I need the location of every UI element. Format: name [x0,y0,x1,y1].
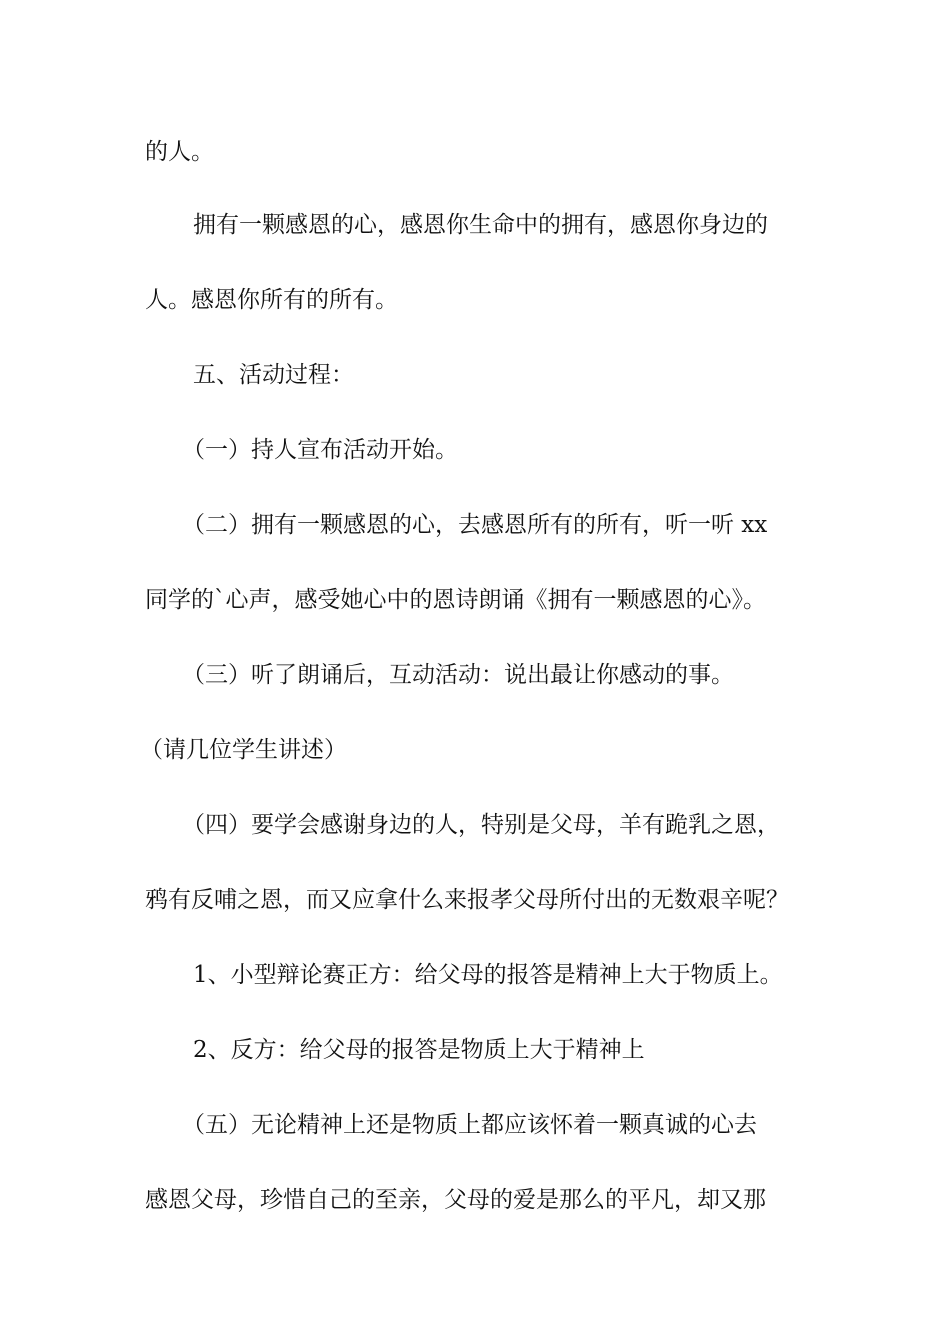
text-line-13: 2、反方：给父母的报答是物质上大于精神上 [193,1037,645,1063]
text-line-10: （四）要学会感谢身边的人，特别是父母，羊有跪乳之恩， [182,812,780,838]
text-line-8: （三）听了朗诵后，互动活动：说出最让你感动的事。 [182,662,734,688]
text-line-14: （五）无论精神上还是物质上都应该怀着一颗真诚的心去 [182,1112,757,1138]
text-line-11: 鸦有反哺之恩，而又应拿什么来报孝父母所付出的无数艰辛呢？ [145,887,789,913]
text-line-9: （请几位学生讲述） [140,737,347,763]
section-heading: 五、活动过程： [193,362,354,388]
text-line-7: 同学的`心声，感受她心中的恩诗朗诵《拥有一颗感恩的心》。 [145,587,766,613]
text-line-15: 感恩父母，珍惜自己的至亲，父母的爱是那么的平凡，却又那 [145,1187,766,1213]
text-line-1: 的人。 [145,139,214,165]
text-line-3: 人。感恩你所有的所有。 [145,287,398,313]
text-line-2: 拥有一颗感恩的心，感恩你生命中的拥有，感恩你身边的 [193,212,768,238]
text-line-12: 1、小型辩论赛正方：给父母的报答是精神上大于物质上。 [193,962,783,988]
text-line-6: （二）拥有一颗感恩的心，去感恩所有的所有，听一听 xx [182,512,768,538]
text-line-5: （一）持人宣布活动开始。 [182,437,458,463]
